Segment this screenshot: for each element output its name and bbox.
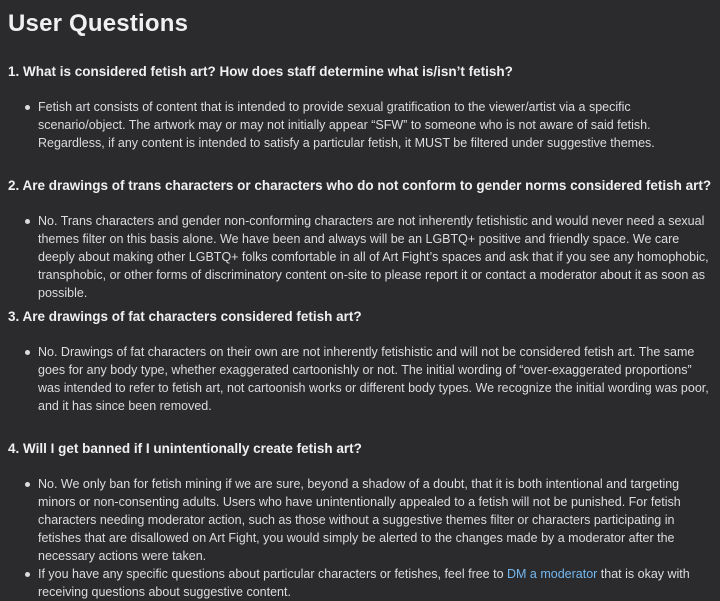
answer-item: No. Trans characters and gender non-conforming characters are not inherently fetishistic and would never need a sexual themes filter on this basis alone. We have been and always will be an LGBTQ+ positive and friendly space. We care deeply about making other LGBTQ+ folks comfortable in all of Art Fight’s spaces and ask that if you see any homophobic, transphobic, or other forms of discriminatory content on-site to please report it or contact a moderator about it as soon as possible.	[8, 212, 714, 302]
question-heading: 4. Will I get banned if I unintentionally create fetish art?	[8, 441, 362, 456]
answer-list	[8, 475, 714, 601]
answer-text-before-link: If you have any specific questions about particular characters or fetishes, feel free to	[38, 567, 508, 581]
answer-list	[8, 98, 714, 152]
question-section-2	[8, 178, 714, 302]
answer-text-after-link: that is okay with receiving questions about suggestive content.	[38, 567, 690, 599]
answer-item: Fetish art consists of content that is intended to provide sexual gratification to the viewer/artist via a specific scenario/object. The artwork may or may not initially appear “SFW” to someone who is not aware of said fetish. Regardless, if any content is intended to satisfy a particular fetish, it MUST be filtered under suggestive themes.	[8, 98, 714, 152]
answer-item: No. We only ban for fetish mining if we are sure, beyond a shadow of a doubt, that it is both intentional and targeting minors or non-consenting adults. Users who have unintentionally appealed to a fetish will not be punished. For fetish characters needing moderator action, such as those without a suggestive themes filter or characters participating in fetishes that are disallowed on Art Fight, you would simply be alerted to the changes made by a moderator after the necessary actions were taken.	[8, 475, 714, 565]
dm-moderator-link[interactable]: DM a moderator	[507, 567, 598, 581]
answer-item: No. Drawings of fat characters on their own are not inherently fetishistic and will not be considered fetish art. The same goes for any body type, whether exaggerated cartoonishly or not. The initial wording of “over-exaggerated proportions” was intended to refer to fetish art, not cartoonish works or different body types. We recognize the initial wording was poor, and it has since been removed.	[8, 343, 714, 415]
answer-list	[8, 343, 714, 415]
question-heading: 3. Are drawings of fat characters considered fetish art?	[8, 309, 362, 324]
answer-list	[8, 212, 714, 302]
question-heading: 1. What is considered fetish art? How does staff determine what is/isn’t fetish?	[8, 64, 513, 79]
question-heading: 2. Are drawings of trans characters or characters who do not conform to gender norms considered fetish art?	[8, 178, 712, 193]
question-section-3	[8, 309, 714, 415]
question-section-4	[8, 441, 714, 601]
page-title: User Questions	[8, 10, 189, 37]
answer-item-with-link	[8, 565, 714, 601]
question-section-1	[8, 64, 714, 152]
